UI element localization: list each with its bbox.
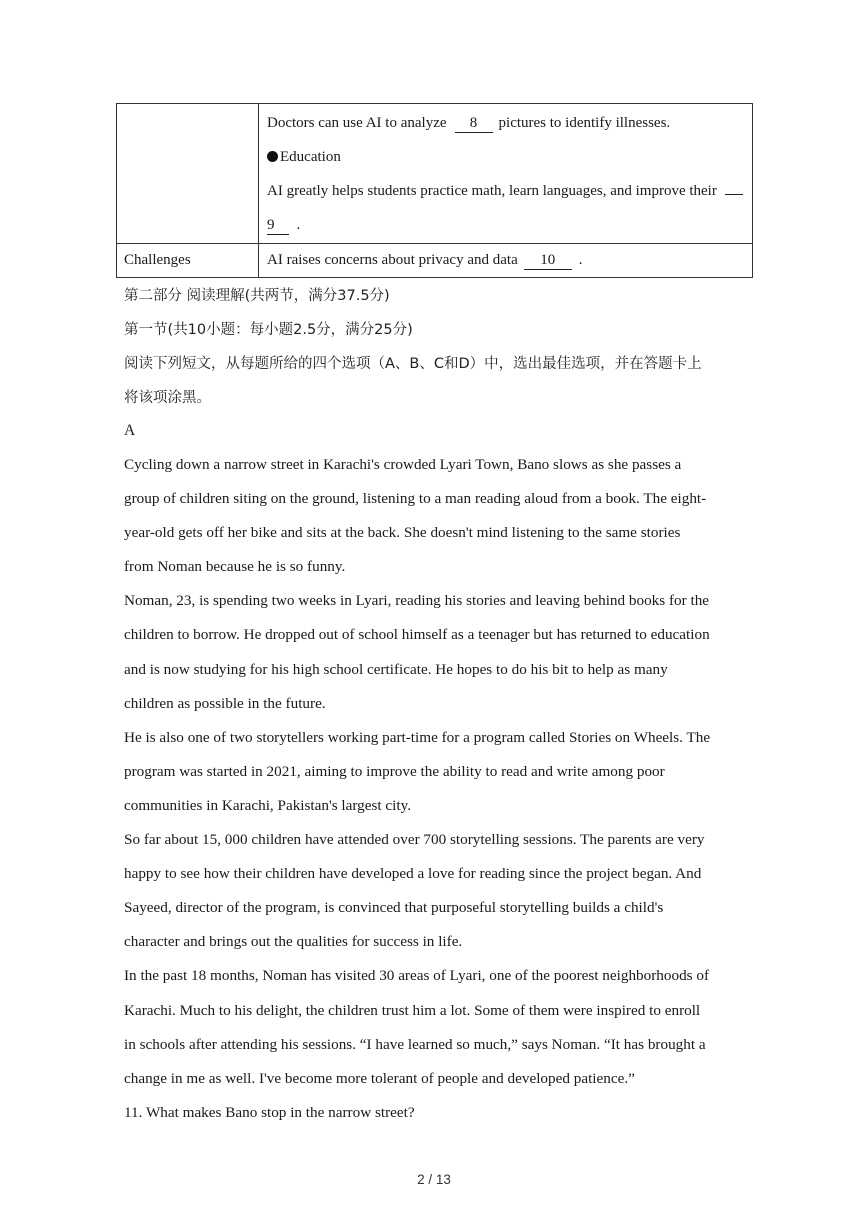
passage-line: children as possible in the future. <box>124 694 326 712</box>
bullet-icon <box>267 151 278 162</box>
page-number <box>0 1172 868 1187</box>
subsection-heading: 第一节(共10小题：每小题2.5分，满分25分) <box>124 322 413 338</box>
passage-line: change in me as well. I've become more tolerant of people and developed patience.” <box>124 1069 635 1087</box>
passage-line: year-old gets off her bike and sits at the back. She doesn't mind listening to the same stories <box>124 524 681 542</box>
passage-line: In the past 18 months, Noman has visited 30 areas of Lyari, one of the poorest neighborhoods of <box>124 967 710 985</box>
passage-line: Karachi. Much to his delight, the children trust him a lot. Some of them were inspired to enroll <box>124 1001 701 1019</box>
passage-line: Cycling down a narrow street in Karachi's crowded Lyari Town, Bano slows as she passes a <box>124 456 682 473</box>
bullet-label: Education <box>280 149 341 165</box>
blank-9: 9 <box>267 216 289 235</box>
table-row-label <box>117 104 259 244</box>
challenge-text: AI raises concerns about privacy and data <box>267 252 518 268</box>
question-11: 11. What makes Bano stop in the narrow street? <box>124 1103 415 1121</box>
passage-letter: A <box>124 422 136 439</box>
passage-line: program was started in 2021, aiming to improve the ability to read and write among poor <box>124 762 665 780</box>
page-separator: / <box>428 1172 433 1187</box>
table-row-content <box>259 104 753 244</box>
passage-line: happy to see how their children have developed a love for reading since the project began. And <box>124 865 702 883</box>
blank-9-start <box>725 194 743 195</box>
part-heading: 第二部分 阅读理解(共两节，满分37.5分) <box>124 288 390 304</box>
table-row <box>117 104 753 244</box>
education-line-cont <box>267 208 746 242</box>
passage-line: from Noman because he is so funny. <box>124 558 346 576</box>
passage-line: Noman, 23, is spending two weeks in Lyari, reading his stories and leaving behind books for the <box>124 592 710 610</box>
table-row-content <box>259 244 753 278</box>
passage-line: character and brings out the qualities for success in life. <box>124 933 463 951</box>
education-bullet <box>267 140 746 174</box>
passage-line: in schools after attending his sessions. “I have learned so much,” says Noman. “It has brought a <box>124 1035 706 1053</box>
page-current: 2 <box>417 1172 425 1187</box>
education-line <box>267 174 746 208</box>
passage-line: So far about 15, 000 children have attended over 700 storytelling sessions. The parents are very <box>124 831 705 849</box>
passage-line: children to borrow. He dropped out of school himself as a teenager but has returned to education <box>124 626 710 644</box>
instruction-line-2: 将该项涂黑。 <box>124 390 211 406</box>
passage-line: group of children siting on the ground, listening to a man reading aloud from a book. The eight- <box>124 490 707 508</box>
health-line <box>267 106 746 140</box>
blank-10: 10 <box>524 251 572 270</box>
passage-line: He is also one of two storytellers working part-time for a program called Stories on Wheels. The <box>124 728 711 746</box>
instruction-line-1: 阅读下列短文，从每题所给的四个选项（A、B、C和D）中，选出最佳选项，并在答题卡上 <box>124 356 702 372</box>
table-row-label: Challenges <box>117 244 259 278</box>
passage-line: Sayeed, director of the program, is convinced that purposeful storytelling builds a child's <box>124 899 664 917</box>
passage-line: and is now studying for his high school certificate. He hopes to do his bit to help as many <box>124 660 668 678</box>
ai-summary-table <box>116 103 753 278</box>
challenge-end: . <box>578 252 583 268</box>
health-text-end: pictures to identify illnesses. <box>498 115 671 131</box>
passage-line: communities in Karachi, Pakistan's largest city. <box>124 796 412 814</box>
page-total: 13 <box>435 1172 451 1187</box>
blank-8: 8 <box>455 114 493 133</box>
education-end: . <box>296 217 301 233</box>
table-row <box>117 244 753 278</box>
education-text: AI greatly helps students practice math, learn languages, and improve their <box>267 183 717 199</box>
passage-body <box>124 448 754 1130</box>
health-text: Doctors can use AI to analyze <box>267 115 447 131</box>
